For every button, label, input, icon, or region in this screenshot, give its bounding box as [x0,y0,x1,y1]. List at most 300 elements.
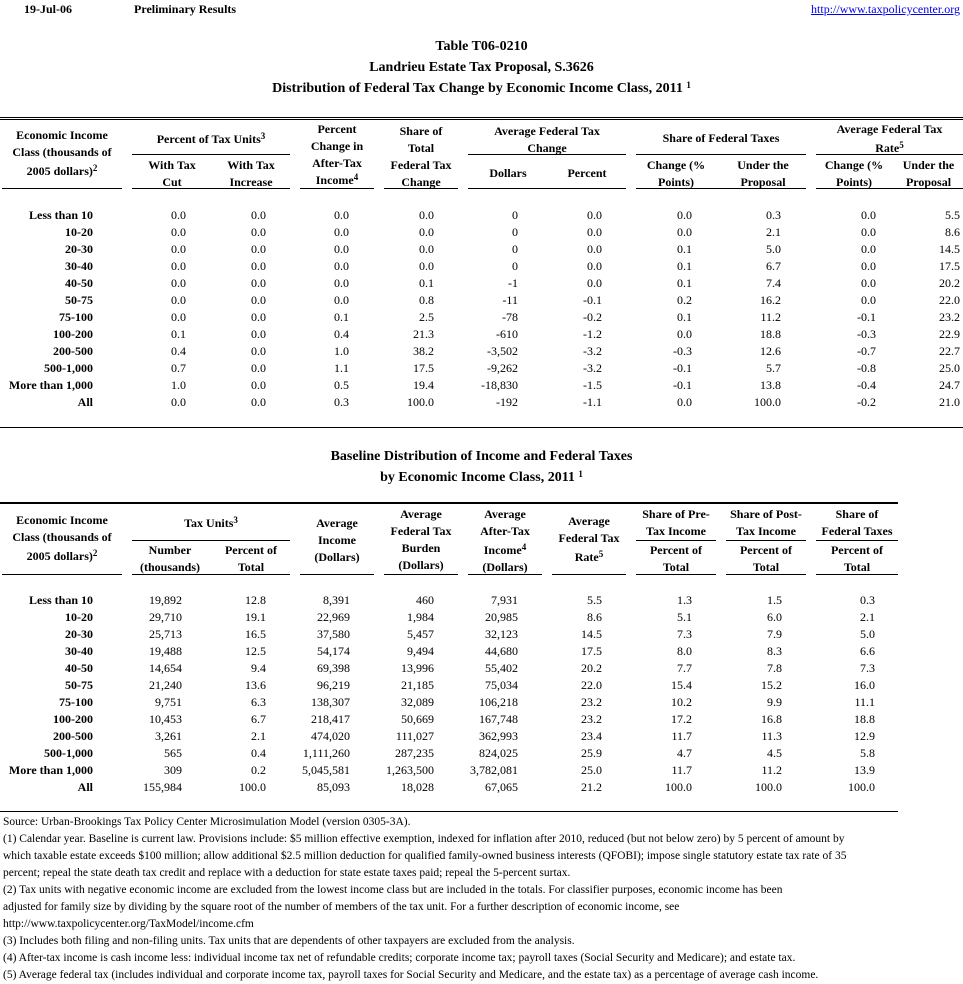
income-class-label: 500-1,000 [44,746,93,760]
t1-header-share-change: Change (% Points) [646,158,706,189]
table-row [0,275,963,292]
t2-header-income-class: Economic Income Class (thousands of 2005 dollars)$^2$ [12,513,112,563]
cell-pre: 11.7 [671,729,692,743]
cell-sh_chg: 0.1 [677,242,692,256]
cell-dollars: -3,502 [487,344,518,358]
footnotes [3,814,961,984]
cell-inc: 0.0 [251,361,266,375]
rule [384,188,458,189]
cell-pct_chg: 1.1 [334,361,349,375]
cell-pct_chg: 0.1 [334,310,349,324]
table2-top-rule-2 [0,503,898,504]
rule [132,154,290,155]
table-row [0,309,963,326]
cell-percent: -1.1 [583,395,602,409]
t1-header-with-tax-increase: With Tax Increase [227,158,275,189]
cell-rt_under: 23.2 [939,310,960,324]
cell-share: 100.0 [407,395,434,409]
table2-title: Baseline Distribution of Income and Federal Taxes [330,449,633,464]
income-class-label: All [77,780,93,794]
cell-sh_under: 18.8 [760,327,781,341]
cell-pre: 100.0 [665,780,692,794]
cell-sh_chg: 0.0 [677,327,692,341]
cell-rt_under: 24.7 [939,378,960,392]
table-row [0,728,963,745]
cell-inc: 0.0 [251,225,266,239]
income-class-label: Less than 10 [28,593,93,607]
table-row [0,779,963,796]
cell-share: 0.0 [419,208,434,222]
cell-pct: 9.4 [251,661,266,675]
cell-rt_chg: 0.0 [861,225,876,239]
cell-post: 16.8 [761,712,782,726]
rule [132,540,290,541]
footnote-line: (3) Includes both filing and non-filing units. Tax units that are dependents of other taxpayers are excluded from the analysis. [3,935,575,947]
cell-percent: -1.5 [583,378,602,392]
t2-header-avg-after-tax: Average After-Tax Income$^4$ (Dollars) [480,507,530,574]
cell-income: 5,045,581 [302,763,350,777]
rule [468,188,626,189]
table-row [0,343,963,360]
cell-pct: 0.2 [251,763,266,777]
cell-pct: 6.3 [251,695,266,709]
cell-rate: 23.2 [581,712,602,726]
cell-percent: 0.0 [587,242,602,256]
rule [468,574,542,575]
cell-sh_under: 100.0 [754,395,781,409]
t1-header-percent: Percent [567,166,607,180]
cell-rt_chg: -0.4 [857,378,876,392]
report-date: 19-Jul-06 [24,2,72,16]
cell-share: 17.5 [413,361,434,375]
cell-cut: 0.7 [171,361,186,375]
cell-burden: 460 [416,593,434,607]
cell-sh_chg: 0.1 [677,259,692,273]
table1-bottom-rule [0,427,963,428]
cell-inc: 0.0 [251,293,266,307]
cell-pct_chg: 0.0 [334,276,349,290]
cell-share: 0.8 [419,293,434,307]
table-row [0,609,963,626]
cell-cut: 0.4 [171,344,186,358]
cell-dollars: -1 [508,276,518,290]
cell-post: 4.5 [767,746,782,760]
cell-burden: 13,996 [401,661,434,675]
cell-after: 32,123 [485,627,518,641]
cell-cut: 0.0 [171,293,186,307]
t2-header-pretax-pct: Percent of Total [649,543,703,574]
cell-percent: -0.1 [583,293,602,307]
cell-fed: 2.1 [860,610,875,624]
cell-percent: 0.0 [587,276,602,290]
cell-post: 8.3 [767,644,782,658]
cell-rt_chg: 0.0 [861,276,876,290]
t1-header-pct-change-after-tax: Percent Change in After-Tax Income$^4$ [310,122,364,187]
cell-post: 7.9 [767,627,782,641]
cell-income: 1,111,260 [302,746,350,760]
cell-share: 0.0 [419,259,434,273]
t2-header-share-pretax: Share of Pre- Tax Income [642,507,710,538]
income-class-label: Less than 10 [28,208,93,222]
t2-header-posttax-pct: Percent of Total [739,543,793,574]
table-row [0,592,963,609]
rule [552,574,626,575]
cell-dollars: 0 [512,225,518,239]
cell-dollars: -78 [502,310,518,324]
cell-pct_chg: 0.0 [334,208,349,222]
cell-income: 138,307 [311,695,350,709]
table-row [0,258,963,275]
table2-subtitle: by Economic Income Class, 2011 $^1$ [380,469,583,485]
cell-sh_chg: 0.2 [677,293,692,307]
t1-header-avg-fed-tax-change: Average Federal Tax Change [494,124,600,155]
rule [2,188,122,189]
cell-pre: 17.2 [671,712,692,726]
cell-pre: 8.0 [677,644,692,658]
income-class-label: More than 1,000 [8,378,93,392]
cell-pct: 12.5 [245,644,266,658]
cell-fed: 7.3 [860,661,875,675]
cell-rate: 23.4 [581,729,602,743]
table-row [0,643,963,660]
table-row [0,292,963,309]
cell-income: 54,174 [317,644,350,658]
income-class-label: 200-500 [53,344,93,358]
cell-sh_chg: 0.0 [677,395,692,409]
cell-pct: 16.5 [245,627,266,641]
table-row [0,660,963,677]
cell-number: 19,892 [149,593,182,607]
cell-sh_under: 12.6 [760,344,781,358]
cell-rt_chg: -0.7 [857,344,876,358]
table-row [0,207,963,224]
cell-number: 309 [164,763,182,777]
income-class-label: 100-200 [53,327,93,341]
table-row [0,224,963,241]
cell-cut: 1.0 [171,378,186,392]
cell-rt_under: 22.0 [939,293,960,307]
rule [816,574,898,575]
income-class-label: 10-20 [65,610,93,624]
cell-fed: 6.6 [860,644,875,658]
cell-post: 15.2 [761,678,782,692]
cell-income: 37,580 [317,627,350,641]
cell-income: 22,969 [317,610,350,624]
cell-fed: 18.8 [854,712,875,726]
table-row [0,377,963,394]
table-subtitle: Distribution of Federal Tax Change by Economic Income Class, 2011 $^1$ [272,80,691,96]
income-class-label: 100-200 [53,712,93,726]
income-class-label: 40-50 [65,661,93,675]
cell-number: 19,488 [149,644,182,658]
table1-top-rule [0,117,963,120]
rule [384,574,458,575]
cell-sh_under: 5.0 [766,242,781,256]
cell-share: 19.4 [413,378,434,392]
cell-share: 21.3 [413,327,434,341]
cell-pct_chg: 0.0 [334,225,349,239]
cell-sh_under: 13.8 [760,378,781,392]
income-class-label: 75-100 [59,310,93,324]
table-row [0,626,963,643]
footnote-line: Source: Urban-Brookings Tax Policy Center Microsimulation Model (version 0305-3A). [3,816,411,828]
rule [300,574,374,575]
cell-rate: 25.0 [581,763,602,777]
footnote-line: (4) After-tax income is cash income less: individual income tax net of refundable credits; corporate income tax; payroll taxes (Social Security and Medicare); and estate tax. [3,952,796,964]
cell-percent: -0.2 [583,310,602,324]
cell-pre: 15.4 [671,678,692,692]
cell-percent: 0.0 [587,208,602,222]
cell-rate: 14.5 [581,627,602,641]
cell-fed: 100.0 [848,780,875,794]
cell-number: 21,240 [149,678,182,692]
t1-header-rate-under: Under the Proposal [902,158,955,189]
cell-pct_chg: 0.5 [334,378,349,392]
cell-pct_chg: 0.0 [334,293,349,307]
cell-after: 167,748 [479,712,518,726]
cell-inc: 0.0 [251,242,266,256]
cell-sh_under: 7.4 [766,276,781,290]
cell-rt_chg: -0.2 [857,395,876,409]
cell-fed: 11.1 [854,695,875,709]
income-class-label: 50-75 [65,678,93,692]
t2-header-pct-total: Percent of Total [224,543,278,574]
cell-after: 44,680 [485,644,518,658]
t2-header-share-fed: Share of Federal Taxes [821,507,893,538]
footnote-line: http://www.taxpolicycenter.org/TaxModel/income.cfm [3,918,254,930]
cell-inc: 0.0 [251,310,266,324]
income-class-label: 30-40 [65,644,93,658]
cell-post: 6.0 [767,610,782,624]
footnote-line: (5) Average federal tax (includes individual and corporate income tax, payroll taxes for Social Security and Medicare, and the estate tax) as a percentage of average cash income. [3,969,819,981]
cell-after: 106,218 [479,695,518,709]
cell-after: 67,065 [485,780,518,794]
cell-share: 38.2 [413,344,434,358]
cell-percent: -1.2 [583,327,602,341]
footnote-line: which taxable estate exceeds $100 million; allow additional $2.5 million deduction for qualified family-owned business interests (QFOBI); impose single statutory estate tax rate of 35 [3,850,847,862]
rule [2,574,122,575]
cell-number: 565 [164,746,182,760]
income-class-label: 30-40 [65,259,93,273]
cell-after: 20,985 [485,610,518,624]
t2-header-avg-burden: Average Federal Tax Burden (Dollars) [390,507,452,572]
cell-inc: 0.0 [251,395,266,409]
cell-dollars: 0 [512,242,518,256]
cell-pct: 2.1 [251,729,266,743]
footnote-line: (2) Tax units with negative economic income are excluded from the lowest income class but are included in the totals. For classifier purposes, economic income has been [3,884,783,896]
rule [816,188,963,189]
income-class-label: 10-20 [65,225,93,239]
cell-dollars: 0 [512,208,518,222]
income-class-label: 200-500 [53,729,93,743]
income-class-label: More than 1,000 [8,763,93,777]
t1-header-rate-change: Change (% Points) [824,158,884,189]
cell-burden: 21,185 [401,678,434,692]
income-class-label: 75-100 [59,695,93,709]
t1-header-share-fed-taxes: Share of Federal Taxes [662,131,780,145]
cell-sh_chg: 0.1 [677,276,692,290]
cell-rate: 25.9 [581,746,602,760]
cell-cut: 0.0 [171,259,186,273]
cell-rt_under: 21.0 [939,395,960,409]
footnote-line: adjusted for family size by dividing by the square root of the number of members of the tax unit. For a further description of economic income, see [3,901,680,913]
cell-inc: 0.0 [251,378,266,392]
cell-post: 100.0 [755,780,782,794]
cell-rt_under: 20.2 [939,276,960,290]
table-row [0,326,963,343]
t2-header-tax-units: Tax Units$^3$ [184,515,238,530]
cell-fed: 16.0 [854,678,875,692]
t2-header-share-posttax: Share of Post- Tax Income [730,507,802,538]
cell-number: 25,713 [149,627,182,641]
cell-rate: 21.2 [581,780,602,794]
cell-burden: 5,457 [407,627,434,641]
table1-titles [0,36,963,99]
table2-titles [0,446,963,488]
cell-pct_chg: 1.0 [334,344,349,358]
table-row [0,711,963,728]
income-class-label: 500-1,000 [44,361,93,375]
rule [816,154,963,155]
cell-pct: 12.8 [245,593,266,607]
cell-rate: 20.2 [581,661,602,675]
table-row [0,745,963,762]
income-class-label: 20-30 [65,242,93,256]
cell-burden: 9,494 [407,644,434,658]
cell-rt_under: 8.6 [945,225,960,239]
income-class-label: All [77,395,93,409]
table2-bottom-rule [0,811,898,812]
cell-rate: 8.6 [587,610,602,624]
cell-percent: -3.2 [583,344,602,358]
cell-cut: 0.0 [171,310,186,324]
t2-header-avg-rate: Average Federal Tax Rate$^5$ [558,514,620,564]
t1-header-avg-fed-tax-rate: Average Federal Tax Rate$^5$ [836,122,943,155]
cell-number: 14,654 [149,661,182,675]
cell-inc: 0.0 [251,276,266,290]
cell-post: 1.5 [767,593,782,607]
rule [636,540,716,541]
rule [468,154,626,155]
rule [726,574,806,575]
cell-share: 2.5 [419,310,434,324]
cell-inc: 0.0 [251,344,266,358]
cell-pct: 13.6 [245,678,266,692]
cell-number: 29,710 [149,610,182,624]
cell-sh_under: 0.3 [766,208,781,222]
cell-pct: 100.0 [239,780,266,794]
cell-pct_chg: 0.3 [334,395,349,409]
cell-rt_under: 14.5 [939,242,960,256]
cell-cut: 0.0 [171,242,186,256]
income-class-label: 20-30 [65,627,93,641]
rule [816,540,898,541]
website-link[interactable]: http://www.taxpolicycenter.org [811,2,960,16]
cell-percent: 0.0 [587,259,602,273]
cell-income: 69,398 [317,661,350,675]
cell-cut: 0.0 [171,395,186,409]
report-status: Preliminary Results [134,2,237,16]
rule [636,154,806,155]
cell-dollars: -192 [496,395,518,409]
cell-after: 75,034 [485,678,518,692]
cell-income: 474,020 [311,729,350,743]
cell-dollars: -11 [502,293,518,307]
cell-fed: 5.8 [860,746,875,760]
cell-rate: 17.5 [581,644,602,658]
table-row [0,762,963,779]
cell-rt_chg: -0.8 [857,361,876,375]
cell-after: 824,025 [479,746,518,760]
cell-pct: 0.4 [251,746,266,760]
cell-pct: 6.7 [251,712,266,726]
cell-fed: 0.3 [860,593,875,607]
cell-income: 218,417 [311,712,350,726]
cell-income: 96,219 [317,678,350,692]
cell-rate: 22.0 [581,678,602,692]
cell-rt_under: 25.0 [939,361,960,375]
cell-post: 11.3 [761,729,782,743]
cell-fed: 5.0 [860,627,875,641]
table-row [0,694,963,711]
cell-burden: 50,669 [401,712,434,726]
t1-header-dollars: Dollars [489,166,527,180]
cell-rate: 23.2 [581,695,602,709]
cell-dollars: -610 [496,327,518,341]
cell-sh_under: 6.7 [766,259,781,273]
t2-header-number: Number (thousands) [139,543,201,574]
rule [132,188,290,189]
cell-cut: 0.0 [171,276,186,290]
table-title: Landrieu Estate Tax Proposal, S.3626 [369,60,594,75]
cell-dollars: -18,830 [481,378,518,392]
cell-share: 0.1 [419,276,434,290]
income-class-label: 50-75 [65,293,93,307]
cell-rt_under: 5.5 [945,208,960,222]
rule [636,574,716,575]
cell-fed: 13.9 [854,763,875,777]
cell-dollars: -9,262 [487,361,518,375]
t1-header-pct-tax-units: Percent of Tax Units$^3$ [156,131,266,146]
cell-percent: -3.2 [583,361,602,375]
cell-pre: 5.1 [677,610,692,624]
cell-pre: 7.3 [677,627,692,641]
cell-sh_under: 5.7 [766,361,781,375]
cell-burden: 1,984 [407,610,434,624]
cell-pre: 1.3 [677,593,692,607]
cell-dollars: 0 [512,259,518,273]
cell-income: 8,391 [323,593,350,607]
cell-rt_chg: 0.0 [861,293,876,307]
t1-header-income-class: Economic Income Class (thousands of 2005 dollars)$^2$ [12,128,112,178]
cell-rt_chg: 0.0 [861,242,876,256]
cell-sh_under: 11.2 [760,310,781,324]
table-number: Table T06-0210 [435,39,528,54]
cell-pre: 7.7 [677,661,692,675]
cell-sh_chg: -0.3 [673,344,692,358]
cell-share: 0.0 [419,225,434,239]
cell-after: 7,931 [491,593,518,607]
cell-income: 85,093 [317,780,350,794]
cell-cut: 0.0 [171,225,186,239]
cell-inc: 0.0 [251,259,266,273]
rule [132,574,290,575]
cell-inc: 0.0 [251,327,266,341]
cell-number: 3,261 [155,729,182,743]
cell-pct_chg: 0.0 [334,259,349,273]
cell-number: 10,453 [149,712,182,726]
cell-after: 362,993 [479,729,518,743]
